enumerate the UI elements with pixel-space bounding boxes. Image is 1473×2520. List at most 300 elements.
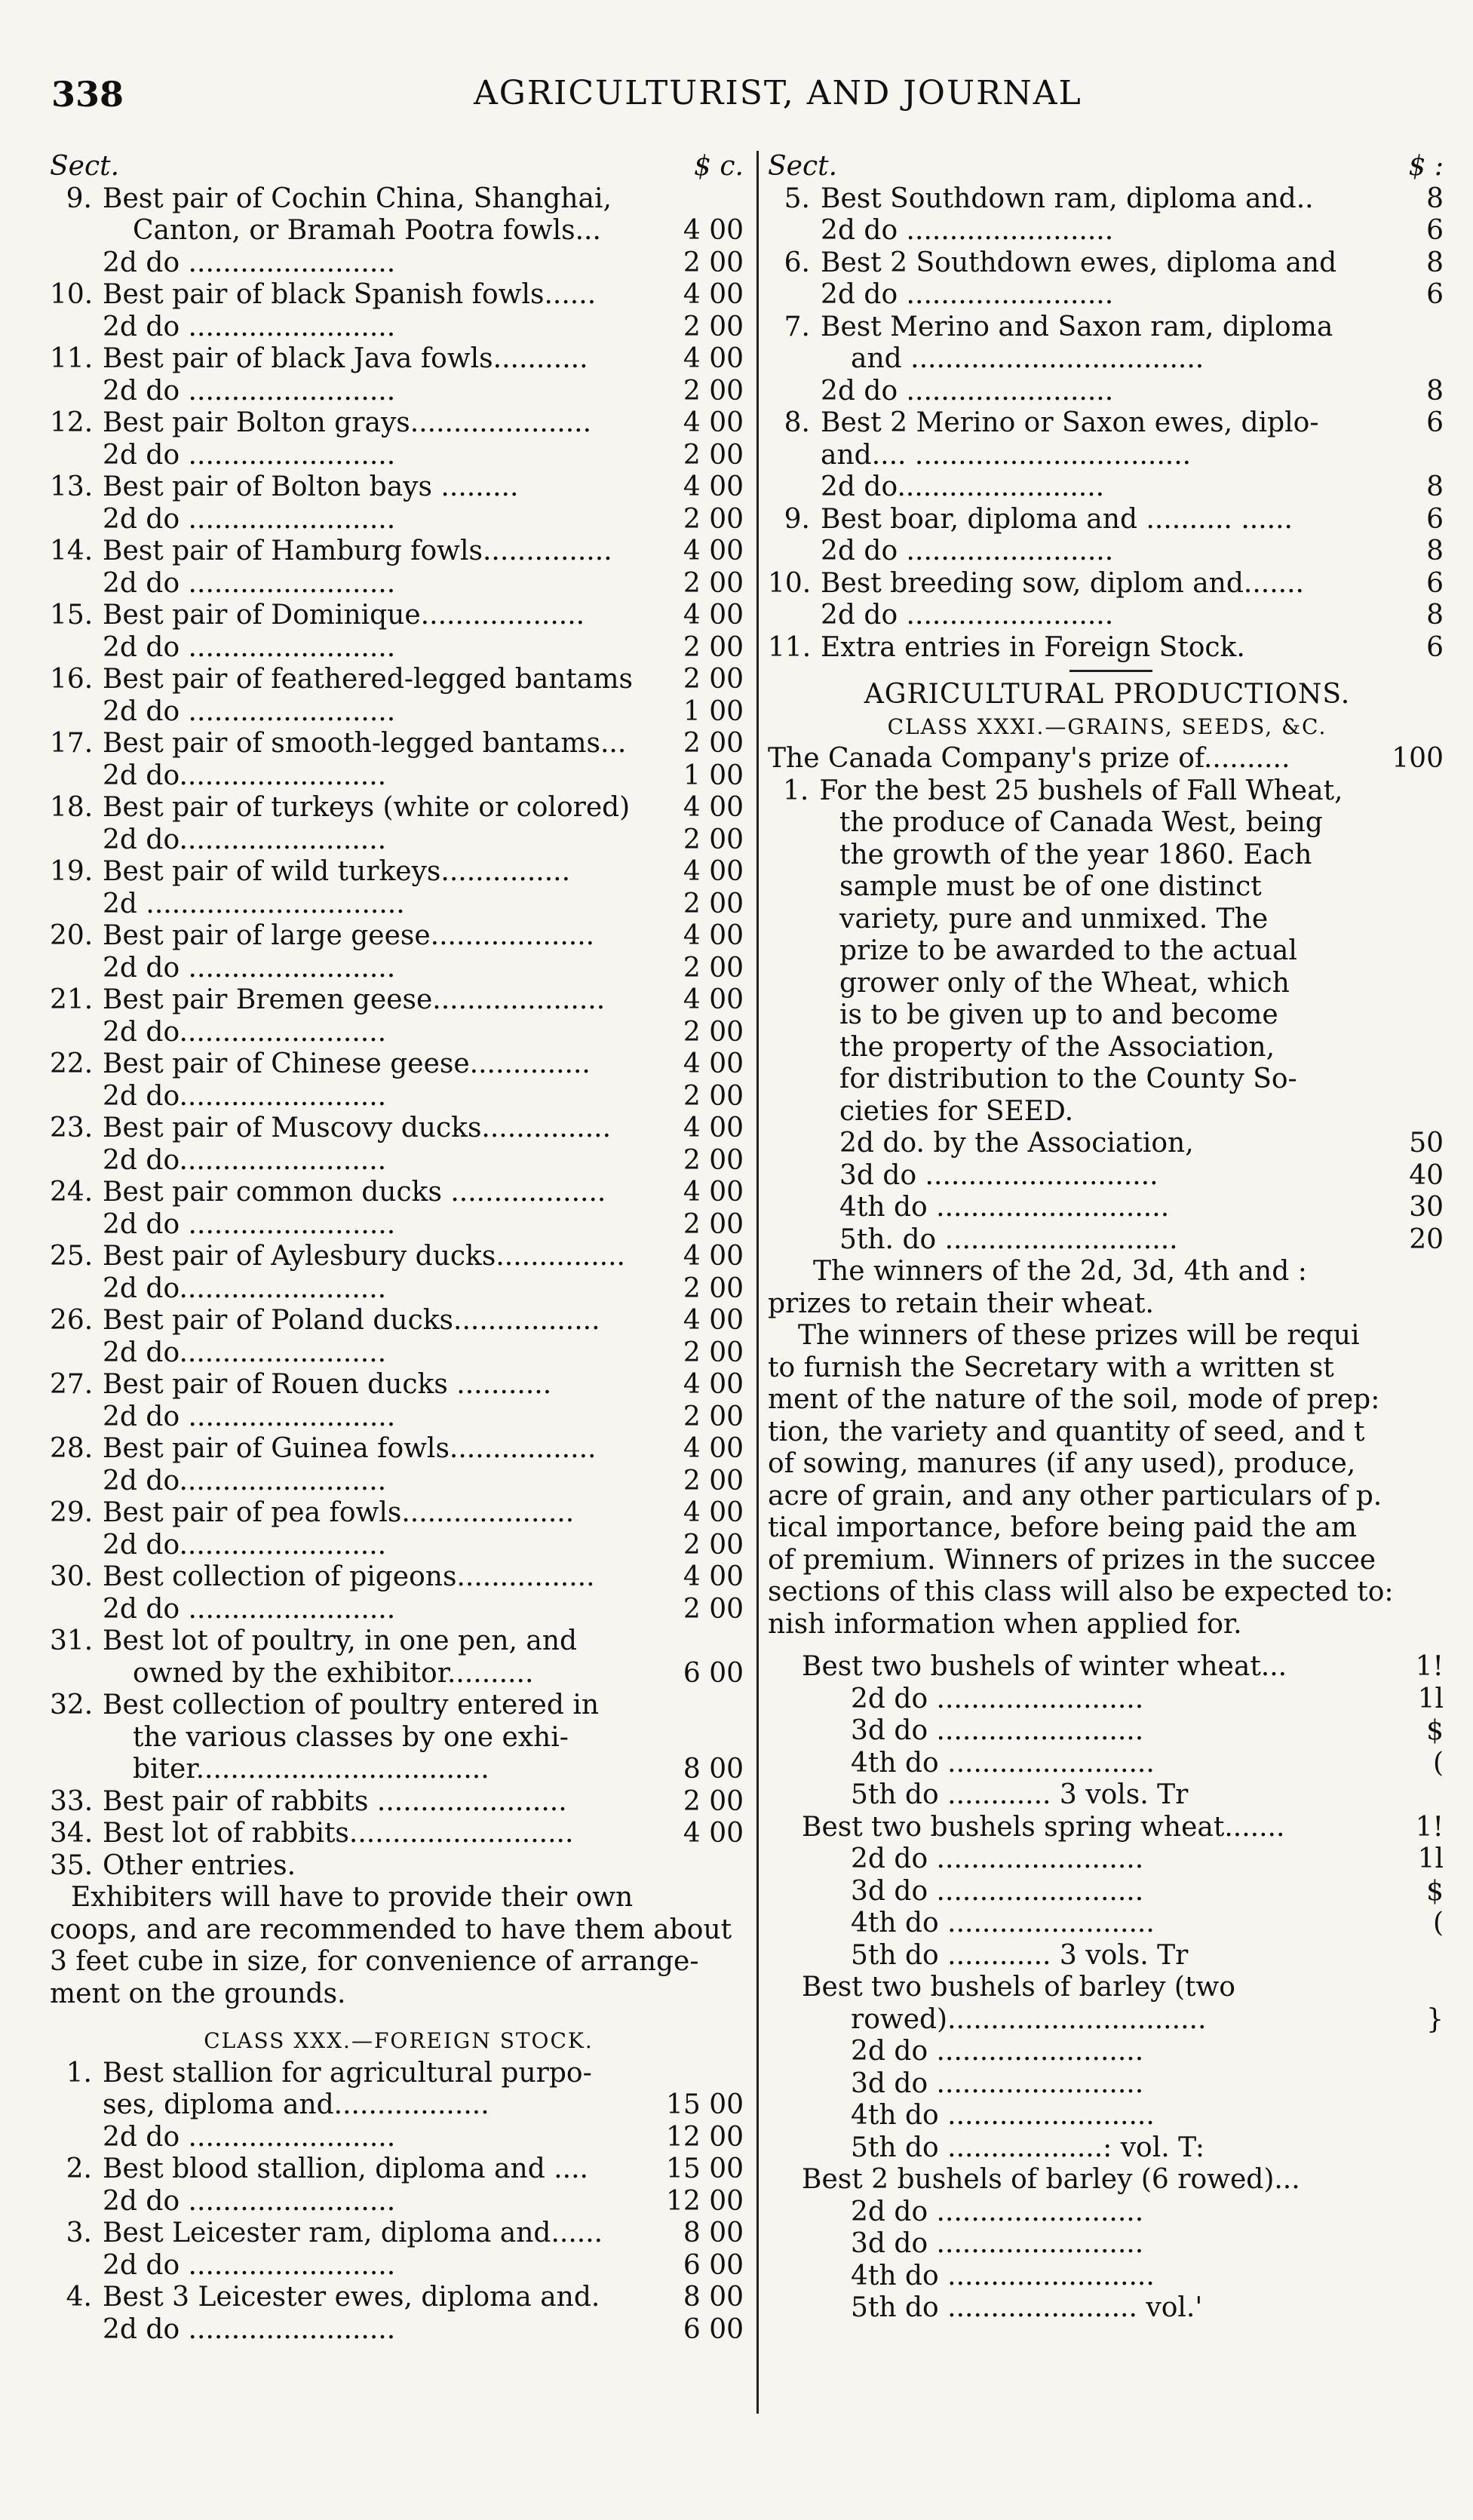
item-label: 2d do........................	[103, 1144, 387, 1176]
paragraph-text: prizes to retain their wheat.	[768, 1288, 1154, 1319]
item-text	[768, 2100, 1155, 2132]
section-heading: AGRICULTURAL PRODUCTIONS.	[864, 679, 1351, 710]
item-label: 2d do........................	[103, 824, 387, 855]
item-label: 2d do ........................	[103, 503, 396, 535]
item-text	[768, 247, 1336, 280]
item-number: 9.	[784, 503, 810, 535]
item-amount: 2 00	[683, 888, 744, 919]
item-text	[50, 343, 588, 376]
item-label: 5th do ..................: vol. T:	[851, 2132, 1204, 2163]
list-item	[50, 984, 747, 1017]
class-heading: CLASS XXX.—FOREIGN STOCK.	[204, 2028, 594, 2053]
item-number: 5.	[784, 183, 810, 214]
list-item	[768, 407, 1447, 440]
paragraph-line	[768, 839, 1447, 872]
item-label: 5th. do ...........................	[839, 1223, 1178, 1255]
paragraph-line	[768, 904, 1447, 936]
item-label: 4th do ........................	[851, 2100, 1155, 2131]
item-label: Best pair of black Java fowls...........	[103, 343, 588, 374]
list-item	[50, 440, 747, 472]
item-label: 2d do........................	[103, 1016, 387, 1048]
item-amount: 1l	[1417, 1683, 1444, 1714]
item-label: cieties for SEED.	[839, 1095, 1074, 1127]
item-text	[50, 2282, 600, 2314]
list-item	[50, 856, 747, 889]
item-amount: 4 00	[683, 984, 744, 1015]
paragraph-text: of premium. Winners of prizes in the succee	[768, 1544, 1376, 1576]
paragraph-text: ment on the grounds.	[50, 1978, 346, 2009]
list-item	[768, 1160, 1447, 1192]
paragraph-line	[768, 1384, 1447, 1417]
item-label: 2d do ........................	[851, 1843, 1144, 1874]
paragraph-text: ment of the nature of the soil, mode of prep:	[768, 1384, 1380, 1415]
paragraph-line	[768, 775, 1447, 808]
item-label: Other entries.	[103, 1849, 296, 1881]
item-text	[768, 1908, 1155, 1940]
item-amount: 2 00	[683, 375, 744, 407]
item-text	[50, 440, 395, 472]
item-text	[50, 471, 518, 504]
item-label: 2d do ........................	[103, 2121, 396, 2153]
item-amount: 2 00	[683, 311, 744, 342]
item-amount: 4 00	[683, 1433, 744, 1464]
item-number: 33.	[50, 1785, 94, 1817]
paragraph-line	[50, 1882, 747, 1914]
item-label: 3d do ........................	[851, 1715, 1144, 1746]
item-text	[50, 215, 601, 247]
item-amount: 2 00	[683, 631, 744, 663]
list-item	[768, 2068, 1447, 2101]
item-amount: 4 00	[683, 1113, 744, 1143]
list-item	[50, 1754, 747, 1786]
item-label: Best breeding sow, diplom and.......	[821, 567, 1304, 599]
list-item	[50, 1081, 747, 1113]
paragraph-text: The winners of the 2d, 3d, 4th and :	[813, 1256, 1307, 1287]
item-text	[768, 312, 1333, 344]
item-text	[50, 889, 405, 921]
item-text	[50, 1241, 625, 1273]
list-item	[50, 471, 747, 504]
item-label: prize to be awarded to the actual	[839, 935, 1297, 966]
list-item	[50, 407, 747, 440]
item-number: 32.	[50, 1690, 94, 1720]
list-item	[768, 279, 1447, 312]
list-item	[50, 632, 747, 665]
item-label: owned by the exhibitor..........	[133, 1657, 534, 1689]
list-item	[50, 2314, 747, 2347]
item-number: 23.	[50, 1113, 94, 1143]
item-number: 27.	[50, 1369, 94, 1400]
item-amount: 2 00	[683, 1465, 744, 1496]
item-label: the produce of Canada West, being	[839, 807, 1323, 838]
item-text	[768, 1779, 1188, 1812]
item-label: Best Leicester ram, diploma and......	[103, 2218, 603, 2248]
item-number: 31.	[50, 1625, 94, 1656]
list-item	[768, 2004, 1447, 2037]
list-item	[768, 1876, 1447, 1908]
item-number: 21.	[50, 984, 94, 1015]
item-label: 2d do........................	[103, 1080, 387, 1112]
item-text	[50, 1625, 577, 1658]
item-label: Best 2 Merino or Saxon ewes, diplo-	[821, 407, 1319, 438]
item-text	[768, 568, 1304, 600]
item-number: 34.	[50, 1818, 94, 1849]
item-amount: 6 00	[683, 2249, 744, 2281]
item-text	[768, 536, 1113, 568]
list-item	[50, 312, 747, 344]
item-text	[50, 247, 395, 280]
item-label: Best blood stallion, diploma and ....	[103, 2153, 588, 2184]
item-text	[50, 568, 395, 600]
paragraph-line	[768, 999, 1447, 1032]
item-number: 2.	[66, 2153, 92, 2184]
item-text	[50, 1401, 395, 1434]
list-item	[768, 600, 1447, 632]
list-item	[768, 1748, 1447, 1780]
section-rule	[768, 664, 1447, 679]
paragraph-line	[768, 1096, 1447, 1128]
paragraph-line	[768, 1609, 1447, 1641]
list-item	[50, 1625, 747, 1658]
item-text	[768, 1715, 1143, 1748]
list-item	[50, 1466, 747, 1498]
item-number: 25.	[50, 1241, 94, 1272]
item-number: 10.	[50, 279, 94, 310]
item-label: 4th do ........................	[851, 1747, 1155, 1779]
item-label: 2d do ........................	[103, 311, 396, 342]
list-item	[50, 1850, 747, 1883]
item-label: 2d do ........................	[821, 375, 1114, 407]
item-text	[50, 1369, 551, 1401]
item-amount: 4 00	[683, 600, 744, 631]
item-text	[50, 696, 395, 729]
item-number: 1.	[783, 775, 809, 806]
item-amount: 8 00	[683, 1754, 744, 1785]
item-label: Best Southdown ram, diploma and..	[821, 183, 1314, 214]
paragraph-line	[768, 807, 1447, 839]
list-item	[768, 2164, 1447, 2196]
item-text	[50, 1818, 573, 1850]
item-amount: 2 00	[683, 1016, 744, 1048]
item-label: Best pair of rabbits ......................	[103, 1785, 567, 1817]
list-item	[50, 1177, 747, 1209]
item-text	[50, 536, 612, 568]
item-text	[50, 664, 633, 696]
paragraph-text	[768, 871, 1262, 904]
list-item	[50, 215, 747, 247]
item-label: 2d do ........................	[821, 279, 1114, 310]
item-amount: (	[1432, 1747, 1444, 1779]
paragraph-line	[768, 935, 1447, 968]
item-label: Best boar, diploma and .......... ......	[821, 503, 1293, 535]
item-text	[50, 984, 605, 1017]
item-amount: 4 00	[683, 1241, 744, 1272]
item-number: 20.	[50, 920, 94, 951]
item-amount: 1!	[1415, 1651, 1444, 1682]
item-label: Best pair Bremen geese....................	[103, 984, 606, 1015]
list-item	[768, 1779, 1447, 1812]
paragraph-text: sections of this class will also be expected to:	[768, 1576, 1394, 1607]
item-text	[50, 1530, 386, 1562]
item-text	[50, 920, 594, 953]
item-label: 2d do ........................	[103, 1208, 396, 1240]
item-text	[768, 2292, 1202, 2325]
item-amount: 2 00	[683, 1529, 744, 1561]
item-amount: 1l	[1417, 1843, 1444, 1874]
paragraph-line	[50, 1914, 747, 1947]
paragraph-line	[50, 1946, 747, 1978]
list-item	[50, 953, 747, 985]
list-item	[50, 1241, 747, 1273]
item-number: 24.	[50, 1177, 94, 1208]
list-item	[768, 2100, 1447, 2132]
list-item	[50, 1722, 747, 1754]
paragraph-line	[768, 1064, 1447, 1096]
item-amount: 6 00	[683, 1657, 744, 1689]
column-head	[50, 151, 747, 183]
item-text	[768, 183, 1314, 216]
item-label: 2d do ........................	[851, 2036, 1144, 2067]
item-amount: $	[1426, 1715, 1444, 1746]
paragraph-line	[768, 1352, 1447, 1385]
list-item	[768, 2292, 1447, 2325]
item-number: 19.	[50, 856, 94, 887]
paragraph-text	[768, 807, 1323, 839]
item-label: for distribution to the County So-	[839, 1064, 1297, 1094]
item-label: 2d do........................	[103, 1465, 387, 1496]
list-item	[50, 792, 747, 824]
paragraph-text	[768, 1064, 1297, 1096]
item-text	[50, 2058, 592, 2090]
item-text	[50, 1048, 591, 1081]
item-amount: 2 00	[683, 824, 744, 855]
item-label: 2d do ........................	[103, 439, 396, 471]
list-item	[768, 1812, 1447, 1844]
spacer	[768, 1641, 1447, 1651]
item-amount: 4 00	[683, 471, 744, 502]
list-item	[768, 1940, 1447, 1972]
list-item	[50, 568, 747, 600]
item-label: Best pair of pea fowls....................	[103, 1497, 575, 1528]
item-label: 2d do ........................	[103, 247, 396, 278]
paragraph-line	[768, 1512, 1447, 1545]
item-amount: 8	[1426, 536, 1444, 566]
paragraph-line	[768, 1481, 1447, 1513]
item-label: Best pair of Guinea fowls.................	[103, 1433, 597, 1464]
paragraph-text	[768, 1096, 1073, 1128]
paragraph-line	[768, 1288, 1447, 1321]
paragraph-text	[768, 935, 1297, 968]
item-text	[768, 2228, 1143, 2261]
item-label: rowed)..............................	[851, 2003, 1207, 2035]
item-amount: 12 00	[665, 2121, 744, 2153]
item-amount: 2 00	[683, 567, 744, 599]
item-text	[768, 1651, 1287, 1684]
page-number: 338	[51, 74, 124, 115]
item-amount: 40	[1409, 1159, 1444, 1191]
paragraph-line	[768, 1448, 1447, 1481]
list-item	[768, 2261, 1447, 2293]
list-item	[768, 1843, 1447, 1876]
list-item	[768, 1128, 1447, 1160]
paragraph-text: tical importance, before being paid the am	[768, 1512, 1357, 1543]
item-amount: 8	[1426, 375, 1444, 407]
paragraph-line	[768, 1545, 1447, 1577]
item-text	[50, 728, 626, 760]
list-item	[768, 2196, 1447, 2229]
item-text	[768, 2261, 1155, 2293]
item-label: Best two bushels of barley (two	[802, 1972, 1235, 2003]
paragraph-line	[768, 1320, 1447, 1352]
item-number: 29.	[50, 1497, 94, 1528]
list-item	[50, 1690, 747, 1722]
list-item	[768, 632, 1447, 665]
item-text	[768, 1748, 1155, 1780]
item-label: 2d do ........................	[103, 695, 396, 727]
item-label: 2d do ........................	[103, 2185, 396, 2217]
list-item	[50, 1401, 747, 1434]
item-label: the various classes by one exhi-	[133, 1721, 569, 1753]
item-text	[50, 1337, 386, 1370]
list-item	[50, 728, 747, 760]
item-label: Best lot of rabbits..........................	[103, 1818, 574, 1849]
list-item	[50, 1530, 747, 1562]
item-label: 2d do........................	[103, 760, 387, 791]
column-divider	[756, 151, 759, 2414]
item-text	[768, 504, 1293, 536]
item-amount: 2 00	[683, 1785, 744, 1817]
item-text	[50, 1497, 574, 1530]
item-amount: 4 00	[683, 1369, 744, 1400]
item-text	[50, 632, 395, 665]
paragraph-text	[768, 1032, 1275, 1064]
item-label: Best 2 Southdown ewes, diploma and	[821, 247, 1337, 278]
list-item	[50, 1369, 747, 1401]
list-item	[50, 2250, 747, 2282]
item-text	[50, 1658, 533, 1690]
item-amount: 2 00	[683, 1337, 744, 1368]
item-amount: 2 00	[683, 247, 744, 278]
item-amount: 6	[1426, 567, 1444, 599]
item-amount: $	[1426, 1875, 1444, 1907]
item-number: 13.	[50, 471, 94, 502]
paragraph-text: The winners of these prizes will be requi	[798, 1320, 1360, 1351]
list-item	[768, 536, 1447, 568]
item-text	[768, 2036, 1143, 2068]
list-item	[50, 183, 747, 216]
item-label: Extra entries in Foreign Stock.	[821, 631, 1245, 663]
list-item	[50, 247, 747, 280]
item-label: 2d do ........................	[821, 536, 1114, 566]
paragraph-text	[768, 999, 1278, 1032]
item-text	[50, 183, 612, 216]
item-number: 1.	[66, 2057, 92, 2089]
list-item	[768, 440, 1447, 472]
item-amount: 4 00	[683, 536, 744, 566]
money-label: $ :	[1408, 151, 1444, 182]
item-amount: 2 00	[683, 728, 744, 759]
item-label: 2d do........................	[103, 1529, 387, 1561]
item-label: Best pair of Hamburg fowls...............	[103, 536, 612, 566]
list-item	[768, 1715, 1447, 1748]
item-label: Best collection of poultry entered in	[103, 1690, 600, 1720]
item-label: Best two bushels spring wheat.......	[802, 1811, 1285, 1843]
item-text	[768, 2164, 1300, 2196]
item-number: 11.	[768, 631, 812, 663]
item-amount: 8	[1426, 471, 1444, 502]
item-number: 28.	[50, 1433, 94, 1464]
item-label: Best collection of pigeons................	[103, 1561, 595, 1592]
item-amount: 1!	[1415, 1811, 1444, 1843]
item-text	[768, 407, 1318, 440]
item-text	[50, 407, 591, 440]
item-number: 17.	[50, 728, 94, 759]
item-text	[768, 2004, 1206, 2037]
list-item	[50, 1209, 747, 1242]
item-amount: 4 00	[683, 920, 744, 951]
item-amount: 6	[1426, 503, 1444, 535]
item-text	[50, 2314, 395, 2347]
item-text	[768, 279, 1113, 312]
item-number: 22.	[50, 1048, 94, 1079]
item-label: 4th do ........................	[851, 1908, 1155, 1938]
item-number: 6.	[784, 247, 810, 278]
item-label: 2d do. by the Association,	[839, 1128, 1194, 1159]
item-amount: 4 00	[683, 407, 744, 438]
item-text	[50, 1177, 606, 1209]
list-item	[768, 1972, 1447, 2004]
paragraph-line	[768, 968, 1447, 1000]
list-item	[50, 2058, 747, 2090]
item-amount: 8	[1426, 183, 1444, 214]
item-label: is to be given up to and become	[839, 999, 1278, 1030]
item-text	[768, 2132, 1204, 2165]
item-amount: 50	[1409, 1128, 1444, 1159]
item-label: and ..................................	[851, 343, 1204, 374]
item-text	[50, 600, 585, 632]
item-label: 2d do ........................	[103, 2313, 396, 2345]
item-text	[50, 953, 395, 985]
list-item	[50, 2218, 747, 2250]
item-label: Best pair of Cochin China, Shanghai,	[103, 183, 612, 214]
item-number: 11.	[50, 343, 94, 374]
list-item	[50, 343, 747, 376]
list-item	[50, 889, 747, 921]
item-amount: 2 00	[683, 503, 744, 535]
item-text	[768, 1843, 1143, 1876]
item-amount: 6	[1426, 407, 1444, 438]
item-text	[768, 2068, 1143, 2101]
item-number: 4.	[66, 2282, 92, 2313]
item-amount: 6 00	[683, 2313, 744, 2345]
item-amount: 4 00	[683, 215, 744, 246]
list-item	[50, 2122, 747, 2154]
item-label: 2d do........................	[821, 471, 1105, 502]
item-text	[50, 1850, 296, 1883]
list-item	[50, 1818, 747, 1850]
item-label: Best lot of poultry, in one pen, and	[103, 1625, 578, 1656]
item-label: Best two bushels of winter wheat...	[802, 1651, 1287, 1682]
list-item	[50, 1786, 747, 1819]
list-item	[50, 2089, 747, 2122]
item-text	[50, 312, 395, 344]
list-item	[768, 2036, 1447, 2068]
item-text	[50, 1305, 600, 1337]
item-text	[768, 215, 1113, 247]
paragraph-text: of sowing, manures (if any used), produce,	[768, 1448, 1356, 1479]
list-item	[50, 504, 747, 536]
sect-label: Sect.	[50, 151, 120, 182]
